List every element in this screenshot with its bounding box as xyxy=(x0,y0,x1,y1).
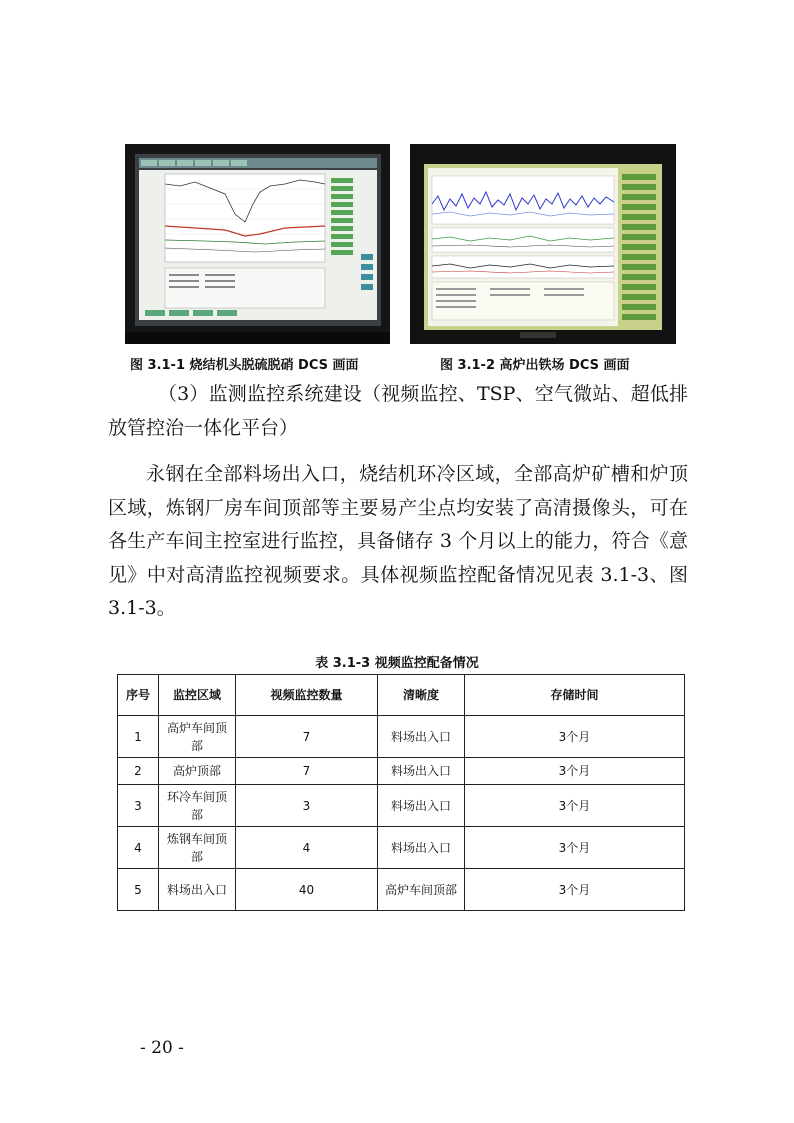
figure-caption-1: 图 3.1-1 烧结机头脱硫脱硝 DCS 画面 xyxy=(130,358,359,373)
header-index: 序号 xyxy=(118,675,159,716)
cell-storage: 3个月 xyxy=(465,827,685,869)
cell-storage: 3个月 xyxy=(465,716,685,758)
cell-area: 炼钢车间顶部 xyxy=(159,827,236,869)
dcs-screen-sintering-image xyxy=(125,144,390,344)
cell-clarity: 料场出入口 xyxy=(378,785,465,827)
section-heading: （3）监测监控系统建设（视频监控、TSP、空气微站、超低排放管控治一体化平台） xyxy=(108,383,688,439)
cell-index: 2 xyxy=(118,758,159,785)
cell-clarity: 料场出入口 xyxy=(378,716,465,758)
cell-index: 5 xyxy=(118,869,159,911)
cell-area: 料场出入口 xyxy=(159,869,236,911)
cell-storage: 3个月 xyxy=(465,758,685,785)
body-paragraph: 永钢在全部料场出入口，烧结机环冷区域，全部高炉矿槽和炉顶区域，炼钢厂房车间顶部等主要易产尘点均安装了高清摄像头，可在各生产车间主控室进行监控，具备储存 3 个月以上的能力，符合《意见》中对高清监控视频要求。具体视频监控配备情况见表 3.1-3、图 3.1-3。 xyxy=(108,463,688,619)
cell-clarity: 高炉车间顶部 xyxy=(378,869,465,911)
dcs-screen-blast-furnace-image xyxy=(410,144,676,344)
cell-count: 40 xyxy=(236,869,378,911)
table-row xyxy=(118,716,685,758)
cell-storage: 3个月 xyxy=(465,869,685,911)
cell-count: 3 xyxy=(236,785,378,827)
cell-clarity: 料场出入口 xyxy=(378,827,465,869)
table-row xyxy=(118,869,685,911)
monitoring-table xyxy=(117,674,685,911)
cell-area: 高炉车间顶部 xyxy=(159,716,236,758)
table-row xyxy=(118,785,685,827)
table-row xyxy=(118,827,685,869)
cell-clarity: 料场出入口 xyxy=(378,758,465,785)
cell-area: 环冷车间顶部 xyxy=(159,785,236,827)
cell-count: 4 xyxy=(236,827,378,869)
header-clarity: 清晰度 xyxy=(378,675,465,716)
table-row xyxy=(118,758,685,785)
figure-caption-2: 图 3.1-2 高炉出铁场 DCS 画面 xyxy=(440,358,630,373)
header-count: 视频监控数量 xyxy=(236,675,378,716)
header-storage: 存储时间 xyxy=(465,675,685,716)
header-area: 监控区域 xyxy=(159,675,236,716)
cell-count: 7 xyxy=(236,758,378,785)
cell-index: 1 xyxy=(118,716,159,758)
cell-storage: 3个月 xyxy=(465,785,685,827)
cell-index: 4 xyxy=(118,827,159,869)
cell-count: 7 xyxy=(236,716,378,758)
cell-area: 高炉顶部 xyxy=(159,758,236,785)
page-number: - 20 - xyxy=(140,1038,184,1058)
cell-index: 3 xyxy=(118,785,159,827)
figure-row xyxy=(125,144,676,344)
table-caption: 表 3.1-3 视频监控配备情况 xyxy=(315,656,479,671)
table-header-row xyxy=(118,675,685,716)
